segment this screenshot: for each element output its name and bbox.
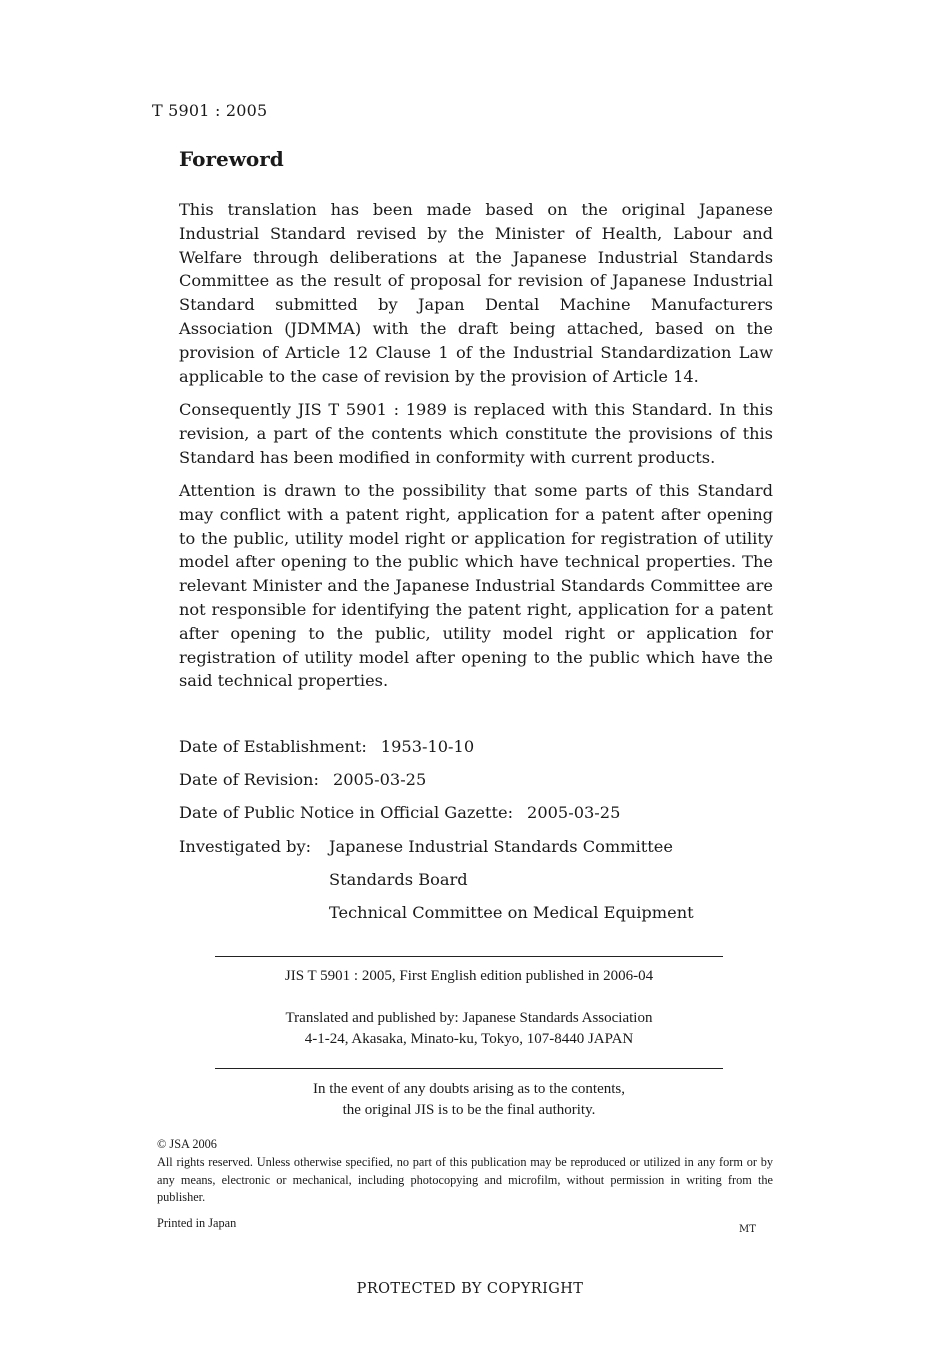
publisher-line: Translated and published by: Japanese Standards Association	[285, 1010, 653, 1026]
authority-notice	[215, 1079, 723, 1121]
publisher-address: 4-1-24, Akasaka, Minato-ku, Tokyo, 107-8440 JAPAN	[304, 1031, 634, 1047]
edition-notice: JIS T 5901 : 2005, First English edition published in 2006-04	[284, 968, 654, 984]
investigated-by-board: Standards Board	[329, 870, 468, 889]
investigated-by-label: Investigated by:	[179, 837, 312, 856]
foreword-paragraph-3: Attention is drawn to the possibility that some parts of this Standard may conflict with a patent right, application for a patent after opening to the public, utility model right or application for registration of utility model after opening to the public which have technical properties. The relevant Minister and the Japanese Industrial Standards Committee are not responsible for identifying the patent right, application for a patent after opening to the public, utility model right or application for registration of utility model after opening to the public which have the said technical properties.	[179, 481, 773, 691]
revision-date-row	[179, 770, 426, 790]
publisher-block	[215, 1008, 723, 1050]
authority-line-2: the original JIS is to be the final authority.	[342, 1102, 596, 1118]
foreword-paragraph-1: This translation has been made based on the original Japanese Industrial Standard revised by the Minister of Health, Labour and Welfare through deliberations at the Japanese Industrial Standards Committee as the result of proposal for revision of Japanese Industrial Standard submitted by Japan Dental Machine Manufacturers Association (JDMMA) with the draft being attached, based on the provision of Article 12 Clause 1 of the Industrial Standardization Law applicable to the case of revision by the provision of Article 14.	[179, 200, 773, 386]
protected-by-copyright: PROTECTED BY COPYRIGHT	[356, 1281, 584, 1297]
gazette-date-label: Date of Public Notice in Official Gazette:	[179, 803, 514, 822]
establishment-date-value: 1953-10-10	[380, 737, 475, 756]
establishment-date-label: Date of Establishment:	[179, 737, 367, 756]
mt-mark: MT	[739, 1224, 756, 1235]
gazette-date-value: 2005-03-25	[527, 803, 621, 822]
revision-date-label: Date of Revision:	[179, 770, 319, 789]
gazette-date-row	[179, 803, 620, 823]
investigated-by-technical-committee: Technical Committee on Medical Equipment	[329, 903, 694, 922]
revision-date-value: 2005-03-25	[332, 770, 427, 789]
foreword-paragraph-2: Consequently JIS T 5901 : 1989 is replaced with this Standard. In this revision, a part of the contents which constitute the provisions of this Standard has been modified in conformity with current products.	[179, 400, 773, 467]
copyright-notice: © JSA 2006	[157, 1137, 217, 1151]
printed-in: Printed in Japan	[157, 1216, 237, 1230]
standard-number: T 5901 : 2005	[152, 101, 268, 120]
rights-statement: All rights reserved. Unless otherwise specified, no part of this publication may be reproduced or utilized in any form or by any means, electronic or mechanical, including photocopying and microfilm, without permission in writing from the publisher.	[157, 1155, 773, 1204]
investigated-by-committee: Japanese Industrial Standards Committee	[329, 837, 673, 856]
foreword-title: Foreword	[179, 147, 284, 171]
divider-bottom	[215, 1068, 723, 1069]
authority-line-1: In the event of any doubts arising as to the contents,	[312, 1081, 625, 1097]
divider-top	[215, 956, 723, 957]
establishment-date-row	[179, 737, 474, 757]
